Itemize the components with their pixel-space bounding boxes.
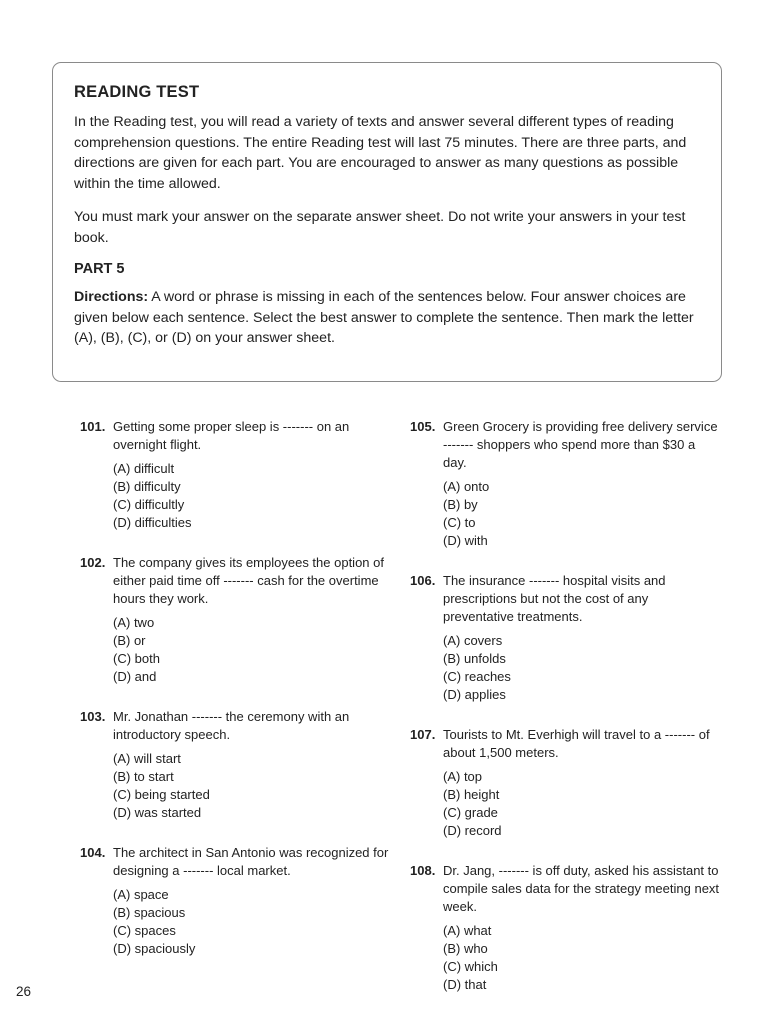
answer-options [113,886,390,958]
option-a: (A) what [443,923,492,938]
option-b: (B) height [443,787,500,802]
option-d: (D) with [443,533,488,548]
option-a: (A) space [113,887,169,902]
question-number: 108. [410,863,436,878]
questions-column-right [410,418,720,1016]
option-b: (B) who [443,941,488,956]
option-d: (D) that [443,977,487,992]
option-a: (A) onto [443,479,490,494]
option-c: (C) being started [113,787,210,802]
option-c: (C) difficultly [113,497,185,512]
intro-paragraph-2: You must mark your answer on the separate answer sheet. Do not write your answers in your test book. [74,209,686,246]
intro-paragraph-1: In the Reading test, you will read a variety of texts and answer several different types of reading comprehension questions. The entire Reading test will last 75 minutes. There are three parts, and directions are given for each part. You are encouraged to answer as many questions as possible within the time allowed. [74,114,687,192]
question-text: Getting some proper sleep is ------- on an overnight flight. [113,419,350,452]
page-number: 26 [16,984,32,999]
option-c: (C) which [443,959,498,974]
question-text: The company gives its employees the option of either paid time off ------- cash for the overtime hours they work. [113,555,384,606]
question-number: 104. [80,845,106,860]
answer-options [443,922,720,994]
option-b: (B) or [113,633,146,648]
answer-options [443,768,720,840]
option-d: (D) was started [113,805,202,820]
questions-column-left [80,418,390,980]
question-105 [410,418,720,550]
answer-options [113,750,390,822]
option-b: (B) difficulty [113,479,181,494]
option-a: (A) two [113,615,155,630]
option-d: (D) record [443,823,502,838]
question-103 [80,708,390,822]
section-title: READING TEST [74,83,200,101]
option-c: (C) to [443,515,476,530]
question-text: Mr. Jonathan ------- the ceremony with an introductory speech. [113,709,350,742]
option-a: (A) covers [443,633,503,648]
option-b: (B) unfolds [443,651,506,666]
question-text: The insurance ------- hospital visits and prescriptions but not the cost of any preventative treatments. [443,573,666,624]
question-108 [410,862,720,994]
option-d: (D) spaciously [113,941,196,956]
option-d: (D) difficulties [113,515,192,530]
question-number: 105. [410,419,436,434]
option-b: (B) by [443,497,478,512]
question-106 [410,572,720,704]
option-b: (B) to start [113,769,174,784]
question-number: 101. [80,419,106,434]
instructions-box [52,62,722,382]
answer-options [113,614,390,686]
question-text: Dr. Jang, ------- is off duty, asked his assistant to compile sales data for the strategy meeting next week. [443,863,720,914]
question-102 [80,554,390,686]
answer-options [443,478,720,550]
option-d: (D) and [113,669,157,684]
option-d: (D) applies [443,687,506,702]
question-number: 107. [410,727,436,742]
option-a: (A) top [443,769,483,784]
option-c: (C) spaces [113,923,176,938]
question-number: 106. [410,573,436,588]
answer-options [443,632,720,704]
option-a: (A) difficult [113,461,175,476]
option-c: (C) both [113,651,160,666]
directions-label: Directions: [74,289,149,305]
question-text: Tourists to Mt. Everhigh will travel to a ------- of about 1,500 meters. [443,727,710,760]
option-c: (C) grade [443,805,498,820]
question-number: 103. [80,709,106,724]
question-104 [80,844,390,958]
answer-options [113,460,390,532]
option-c: (C) reaches [443,669,511,684]
option-a: (A) will start [113,751,181,766]
directions-text: A word or phrase is missing in each of the sentences below. Four answer choices are given below each sentence. Select the best answer to complete the sentence. Then mark the letter (A), (B), (C), or (D) on your answer sheet. [74,289,694,346]
question-107 [410,726,720,840]
question-101 [80,418,390,532]
directions [74,287,703,349]
question-text: The architect in San Antonio was recognized for designing a ------- local market. [113,845,389,878]
question-number: 102. [80,555,106,570]
question-text: Green Grocery is providing free delivery service ------- shoppers who spend more than $30 a day. [443,419,718,470]
option-b: (B) spacious [113,905,186,920]
part-title: PART 5 [74,261,125,277]
